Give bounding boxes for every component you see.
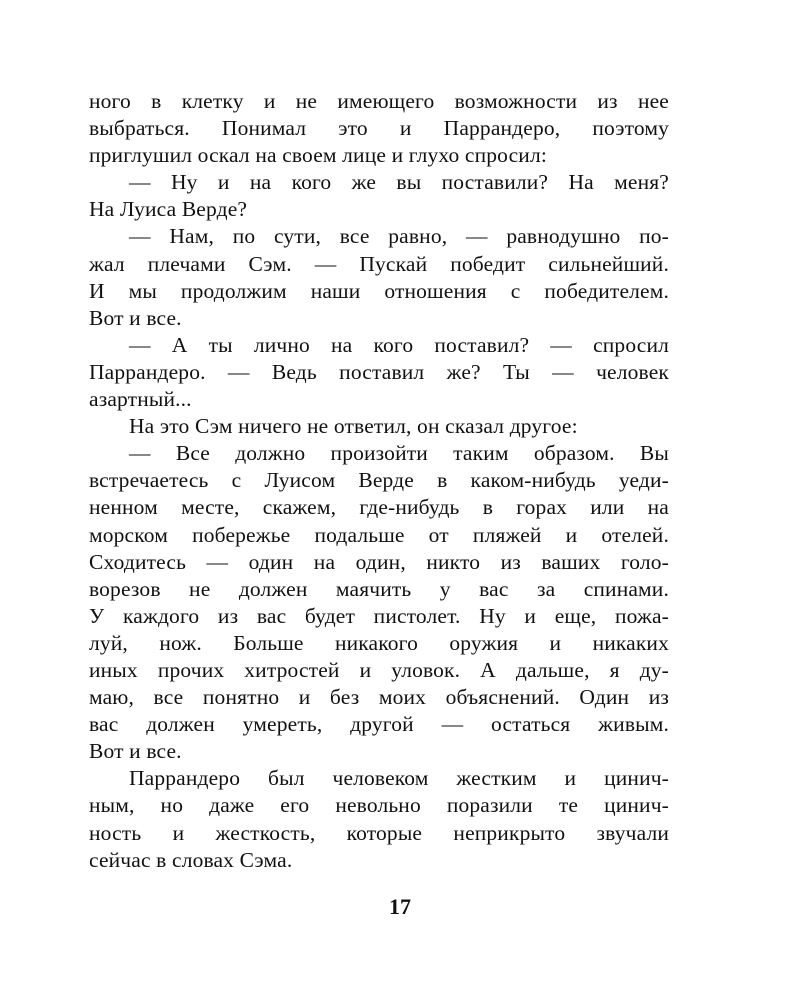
text-line: вас должен умереть, другой — остаться живым. (89, 712, 669, 737)
text-line: ного в клетку и не имеющего возможности из нее (89, 89, 669, 113)
text-line: Сходитесь — один на один, никто из ваших голо- (89, 549, 669, 574)
page-number: 17 (389, 894, 411, 919)
text-line: иных прочих хитростей и уловок. А дальше, я ду- (89, 657, 669, 682)
text-line: — Все должно произойти таким образом. Вы (129, 441, 669, 466)
text-line: Вот и все. (89, 739, 182, 764)
text-line: выбраться. Понимал это и Паррандеро, поэтому (89, 116, 669, 141)
text-line: Вот и все. (89, 305, 182, 330)
text-line: На это Сэм ничего не ответил, он сказал другое: (129, 414, 578, 439)
text-line: ность и жесткость, которые неприкрыто звучали (89, 820, 669, 845)
page-text (89, 88, 669, 874)
text-line: жал плечами Сэм. — Пускай победит сильнейший. (89, 251, 669, 276)
text-line: — Ну и на кого же вы поставили? На меня? (129, 170, 669, 195)
text-line: Паррандеро. — Ведь поставил же? Ты — человек (89, 359, 669, 384)
text-line: На Луиса Верде? (89, 197, 248, 222)
text-line: морском побережье подальше от пляжей и отелей. (89, 522, 669, 547)
text-line: ным, но даже его невольно поразили те цинич- (89, 793, 669, 818)
text-line: ненном месте, скажем, где-нибудь в горах или на (89, 495, 669, 520)
text-line: — А ты лично на кого поставил? — спросил (129, 332, 669, 357)
text-line: маю, все понятно и без моих объяснений. Один из (89, 685, 669, 710)
text-line: приглушил оскал на своем лице и глухо спросил: (89, 143, 547, 168)
text-line: сейчас в словах Сэма. (89, 847, 293, 872)
text-line: И мы продолжим наши отношения с победителем. (89, 278, 669, 303)
text-line: встречаетесь с Луисом Верде в каком-нибудь уеди- (89, 468, 669, 493)
text-line: ворезов не должен маячить у вас за спинами. (89, 576, 669, 601)
text-line: — Нам, по сути, все равно, — равнодушно по- (129, 224, 669, 249)
text-line: У каждого из вас будет пистолет. Ну и еще, пожа- (89, 603, 669, 628)
text-line: азартный... (89, 387, 192, 412)
text-line: луй, нож. Больше никакого оружия и никаких (89, 630, 669, 655)
text-line: Паррандеро был человеком жестким и цинич- (129, 766, 669, 791)
